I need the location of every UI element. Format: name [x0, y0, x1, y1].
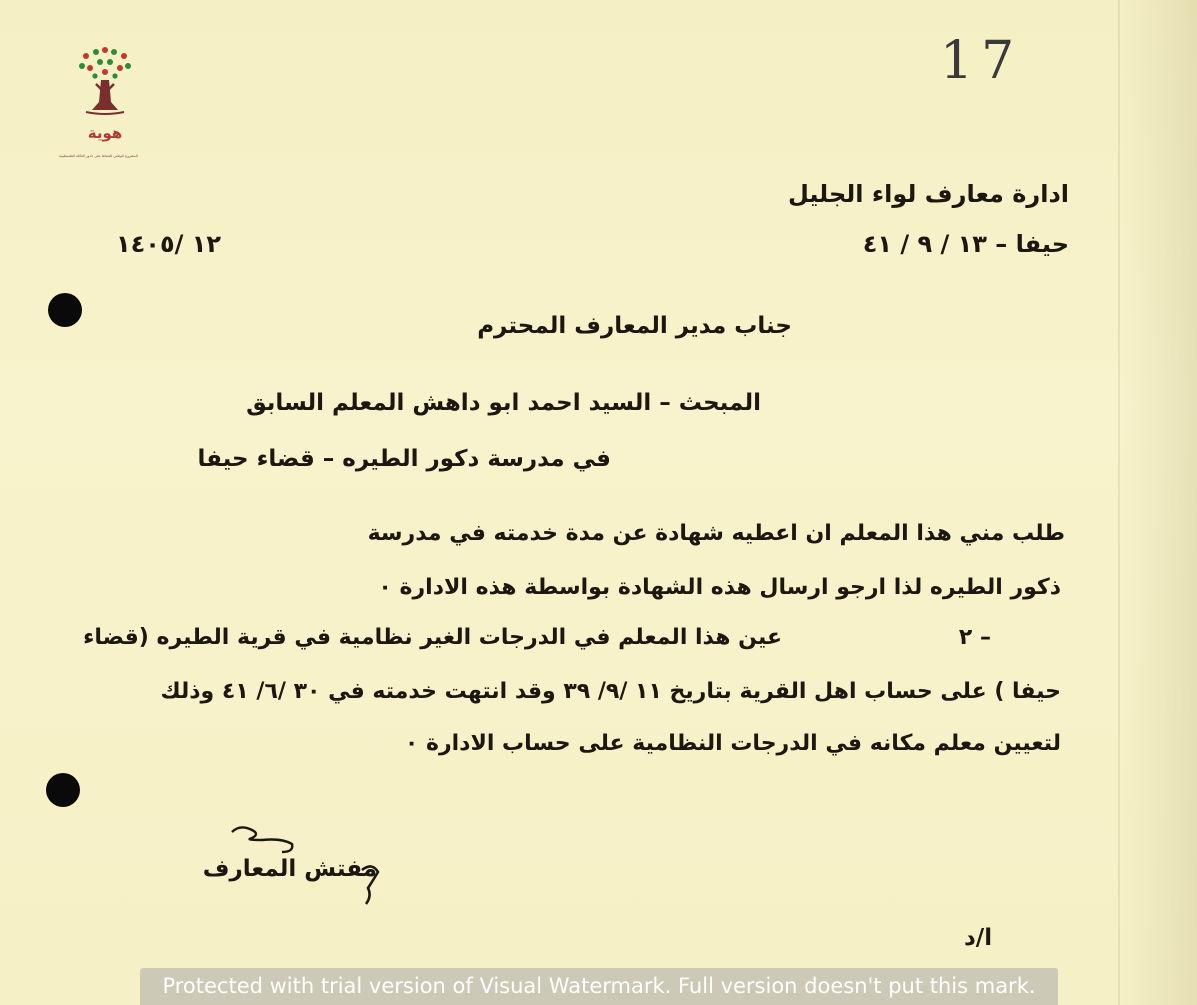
logo-caption: المشروع الوطني للحفاظ على جذور العائلة الفلسطينية: [58, 154, 138, 158]
page-fold-line: [1118, 0, 1120, 1005]
reference-number: ١٢ /١٤٠٥: [116, 230, 222, 258]
body-paragraph-1-line-2: ذكور الطيره لذا ارجو ارسال هذه الشهادة بواسطة هذه الادارة ٠: [378, 575, 1061, 600]
paragraph-2-number: ٢ –: [958, 625, 991, 650]
punch-hole-top: [48, 293, 82, 327]
signature-title: مفتش المعارف: [202, 856, 377, 882]
page-edge-shadow: [1119, 0, 1197, 1005]
logo-wordmark: هوية: [87, 124, 123, 142]
page-number: 17: [940, 31, 1023, 91]
subject-line-2: في مدرسة دكور الطيره – قضاء حيفا: [197, 446, 611, 472]
subject-line-1: المبحث – السيد احمد ابو داهش المعلم السابق: [246, 390, 761, 416]
people-crown-icon: [79, 47, 131, 79]
body-paragraph-2-line-1: عين هذا المعلم في الدرجات الغير نظامية في قرية الطيره (قضاء: [83, 625, 782, 650]
place-date: حيفا – ١٣ / ٩ / ٤١: [862, 230, 1069, 258]
body-paragraph-2-line-2: حيفا ) على حساب اهل القرية بتاريخ ١١ /٩/ ٣٩ وقد انتهت خدمته في ٣٠ /٦/ ٤١ وذلك: [160, 679, 1061, 704]
office-heading: ادارة معارف لواء الجليل: [787, 180, 1069, 208]
hawiya-logo: [58, 46, 138, 170]
initials: ا/د: [964, 925, 993, 951]
trial-watermark-banner: Protected with trial version of Visual Watermark. Full version doesn't put this mark.: [140, 968, 1058, 1005]
body-paragraph-1-line-1: طلب مني هذا المعلم ان اعطيه شهادة عن مدة خدمته في مدرسة: [367, 521, 1065, 546]
addressee: جناب مدير المعارف المحترم: [477, 313, 792, 339]
punch-hole-bottom: [46, 773, 80, 807]
body-paragraph-2-line-3: لتعيين معلم مكانه في الدرجات النظامية على حساب الادارة ٠: [404, 731, 1061, 756]
